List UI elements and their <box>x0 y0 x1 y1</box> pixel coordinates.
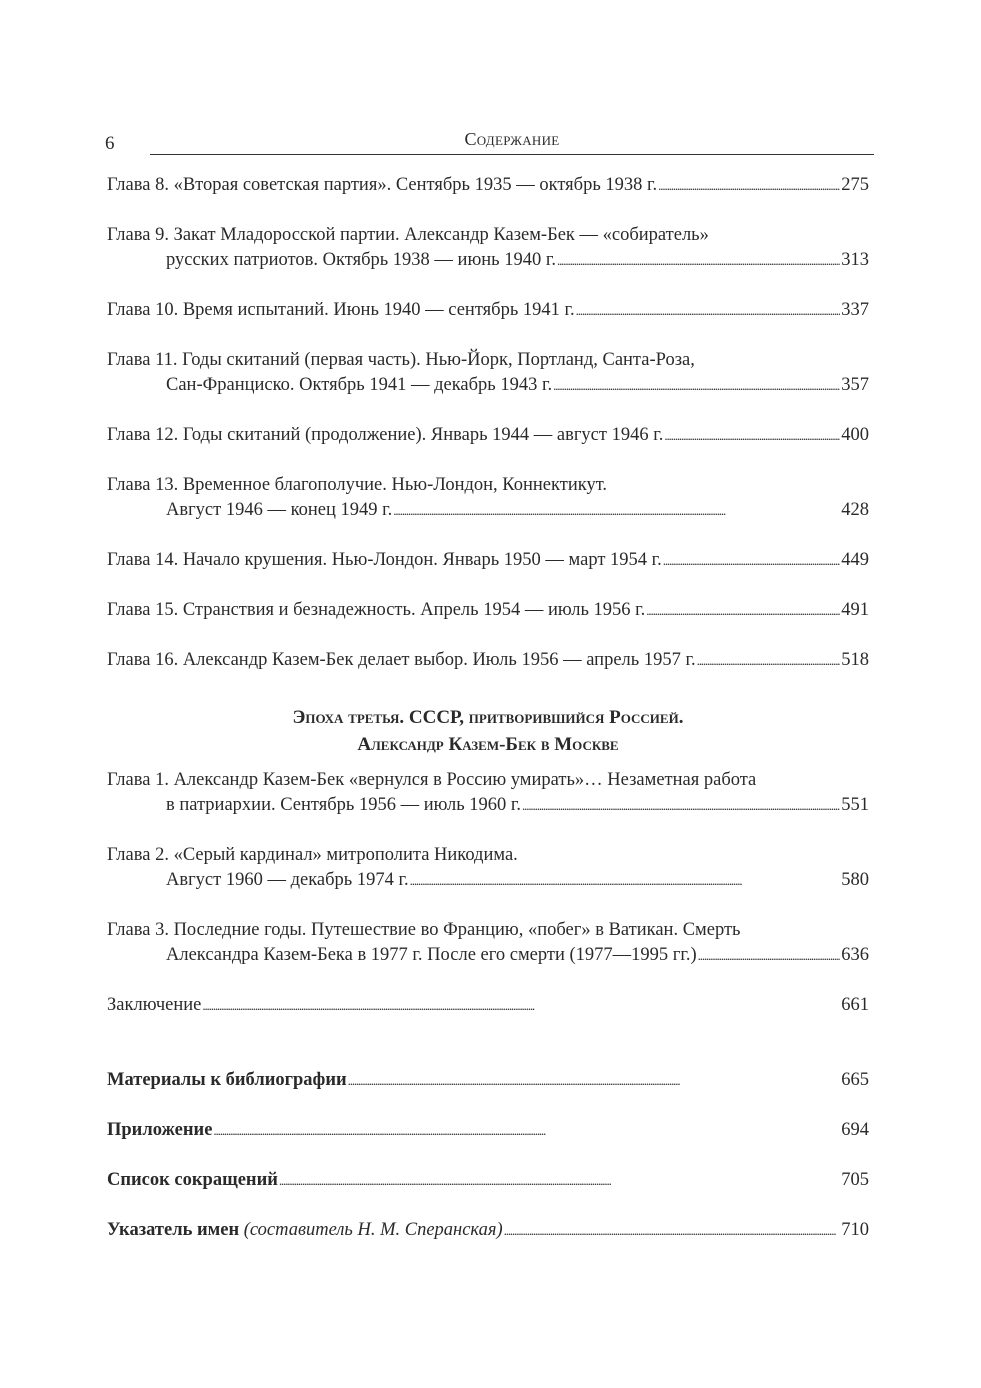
entry-title-continued: Август 1960 — декабрь 1974 г. <box>166 870 409 890</box>
dot-leader <box>348 1068 841 1093</box>
toc-entry-chapter-15 <box>107 598 869 623</box>
entry-title-continued: Август 1946 — конец 1949 г. <box>166 500 393 520</box>
entry-page: 428 <box>841 500 869 520</box>
dot-leader <box>393 498 840 523</box>
dot-leader <box>576 298 841 323</box>
entry-title: Указатель имен <box>107 1220 240 1240</box>
entry-page: 636 <box>841 945 869 965</box>
toc-entry-part3-chapter-3 <box>107 918 869 968</box>
entry-title: Заключение <box>107 995 202 1015</box>
toc-entry-chapter-8 <box>107 173 869 198</box>
entry-title: Список сокращений <box>107 1170 278 1190</box>
entry-page: 705 <box>841 1170 869 1190</box>
entry-title: Глава 3. Последние годы. Путешествие во Францию, «побег» в Ватикан. Смерть <box>107 920 741 940</box>
entry-title: Глава 14. Начало крушения. Нью-Лондон. Январь 1950 — март 1954 г. <box>107 550 662 570</box>
entry-title-continued: Александра Казем-Бека в 1977 г. После его смерти (1977—1995 гг.) <box>166 945 697 965</box>
dot-leader <box>410 868 841 893</box>
entry-page: 357 <box>841 375 869 395</box>
dot-leader <box>698 943 841 968</box>
toc-entry-part3-chapter-1 <box>107 768 869 818</box>
toc-entry-chapter-11 <box>107 348 869 398</box>
header-rule <box>150 154 874 155</box>
entry-page: 661 <box>841 995 869 1015</box>
toc-entry-chapter-10 <box>107 298 869 323</box>
dot-leader <box>658 173 840 198</box>
page-number: 6 <box>105 133 115 154</box>
toc-entry-chapter-16 <box>107 648 869 673</box>
entry-title: Глава 2. «Серый кардинал» митрополита Никодима. <box>107 845 518 865</box>
toc-entry-name-index <box>107 1218 869 1243</box>
entry-title: Глава 9. Закат Младоросской партии. Александр Казем-Бек — «собиратель» <box>107 225 709 245</box>
dot-leader <box>504 1218 841 1243</box>
entry-page: 449 <box>841 550 869 570</box>
entry-title: Глава 10. Время испытаний. Июнь 1940 — сентябрь 1941 г. <box>107 300 575 320</box>
entry-page: 491 <box>841 600 869 620</box>
dot-leader <box>279 1168 840 1193</box>
entry-page: 275 <box>841 175 869 195</box>
section-title-line-1: Эпоха третья. СССР, притворившийся Россией. <box>292 707 684 728</box>
entry-page: 551 <box>841 795 869 815</box>
entry-title: Приложение <box>107 1120 213 1140</box>
entry-title: Глава 16. Александр Казем-Бек делает выбор. Июль 1956 — апрель 1957 г. <box>107 650 696 670</box>
entry-title: Материалы к библиографии <box>107 1070 347 1090</box>
dot-leader <box>646 598 840 623</box>
toc-entry-bibliography <box>107 1068 869 1093</box>
dot-leader <box>213 1118 840 1143</box>
dot-leader <box>663 548 840 573</box>
running-head: Содержание <box>464 129 560 149</box>
toc-entry-chapter-12 <box>107 423 869 448</box>
toc-entry-appendix <box>107 1118 869 1143</box>
entry-page: 518 <box>841 650 869 670</box>
entry-title: Глава 8. «Вторая советская партия». Сентябрь 1935 — октябрь 1938 г. <box>107 175 658 195</box>
entry-page: 313 <box>841 250 869 270</box>
toc-entry-chapter-14 <box>107 548 869 573</box>
entry-page: 665 <box>841 1070 869 1090</box>
entry-title: Глава 11. Годы скитаний (первая часть). Нью-Йорк, Портланд, Санта-Роза, <box>107 350 695 370</box>
toc-entry-part3-chapter-2 <box>107 843 869 893</box>
dot-leader <box>664 423 840 448</box>
entry-title: Глава 15. Странствия и безнадежность. Апрель 1954 — июль 1956 г. <box>107 600 646 620</box>
entry-page: 694 <box>841 1120 869 1140</box>
dot-leader <box>202 993 840 1018</box>
entry-title: Глава 1. Александр Казем-Бек «вернулся в Россию умирать»… Незаметная работа <box>107 770 757 790</box>
entry-title-continued: в патриархии. Сентябрь 1956 — июль 1960 г. <box>166 795 522 815</box>
entry-page: 337 <box>841 300 869 320</box>
dot-leader <box>697 648 841 673</box>
entry-page: 710 <box>841 1220 869 1240</box>
entry-title-continued: Сан-Франциско. Октябрь 1941 — декабрь 1943 г. <box>166 375 553 395</box>
dot-leader <box>522 793 840 818</box>
section-heading-epoch-three <box>107 704 869 758</box>
entry-title: Глава 12. Годы скитаний (продолжение). Январь 1944 — август 1946 г. <box>107 425 664 445</box>
dot-leader <box>557 248 840 273</box>
entry-page: 580 <box>841 870 869 890</box>
toc-entry-abbreviations <box>107 1168 869 1193</box>
entry-page: 400 <box>841 425 869 445</box>
toc-entry-chapter-9 <box>107 223 869 273</box>
entry-title-continued: русских патриотов. Октябрь 1938 — июнь 1940 г. <box>166 250 556 270</box>
toc-entry-conclusion <box>107 993 869 1018</box>
entry-title: Глава 13. Временное благополучие. Нью-Лондон, Коннектикут. <box>107 475 608 495</box>
section-title-line-2: Александр Казем-Бек в Москве <box>357 734 619 755</box>
toc-entry-chapter-13 <box>107 473 869 523</box>
entry-subtitle: (составитель Н. М. Сперанская) <box>243 1220 503 1240</box>
dot-leader <box>553 373 840 398</box>
